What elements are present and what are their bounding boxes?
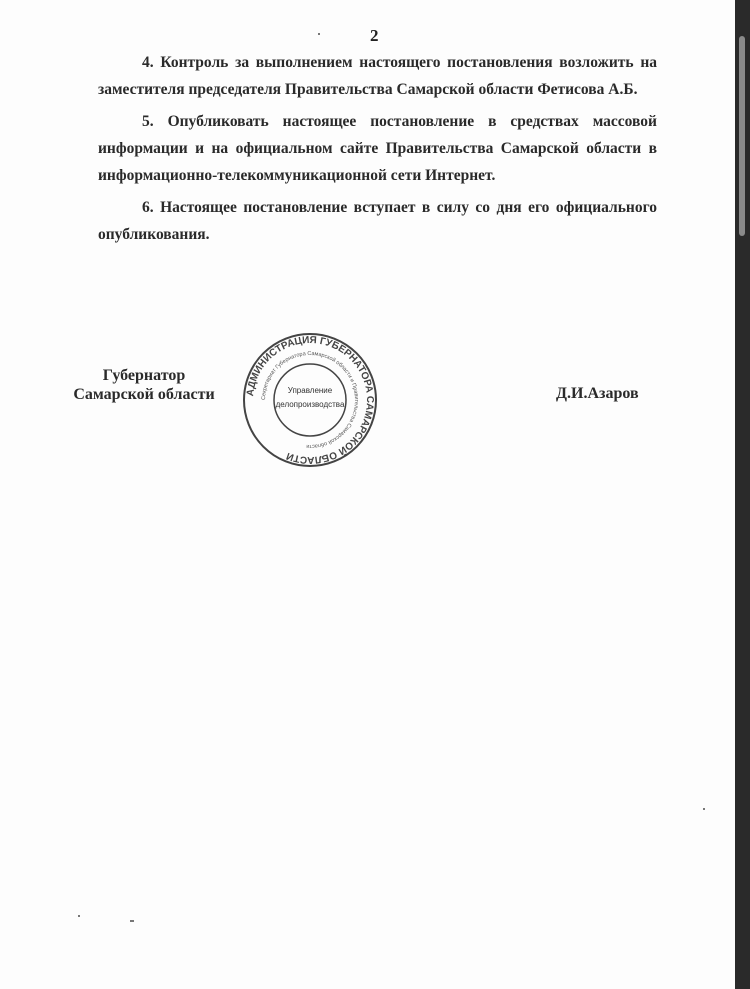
page-number: 2 — [370, 26, 379, 45]
stamp-center-line1: Управление — [287, 386, 333, 395]
scan-speck — [130, 920, 134, 922]
scan-speck — [703, 808, 705, 810]
document-body — [98, 49, 657, 253]
stamp-center-line2: делопроизводства — [275, 400, 345, 409]
scan-speck — [78, 915, 80, 917]
scan-speck — [318, 33, 320, 35]
signatory-title-line1: Губернатор — [102, 367, 186, 384]
signatory-name: Д.И.Азаров — [556, 385, 639, 402]
signatory-title-line2: Самарской области — [73, 386, 215, 403]
stamp-middle-text: Секретариат Губернатора Самарской области и Правительства Самарской области — [260, 350, 360, 450]
stamp-outer-text: АДМИНИСТРАЦИЯ ГУБЕРНАТОРА САМАРСКОЙ ОБЛАСТИ — [245, 334, 376, 466]
paragraph-4: 4. Контроль за выполнением настоящего постановления возложить на заместителя председателя Правительства Самарской области Фетисова А.Б. — [98, 54, 657, 98]
signatory-title — [58, 366, 230, 404]
paragraph-6: 6. Настоящее постановление вступает в силу со дня его официального опубликования. — [98, 199, 657, 243]
scrollbar-thumb[interactable] — [739, 36, 745, 236]
scrollbar-track[interactable] — [735, 0, 750, 989]
paragraph-5: 5. Опубликовать настоящее постановление в средствах массовой информации и на официальном сайте Правительства Самарской области в информационно-телекоммуникационной сети Интернет. — [98, 113, 657, 184]
official-stamp — [240, 333, 380, 468]
